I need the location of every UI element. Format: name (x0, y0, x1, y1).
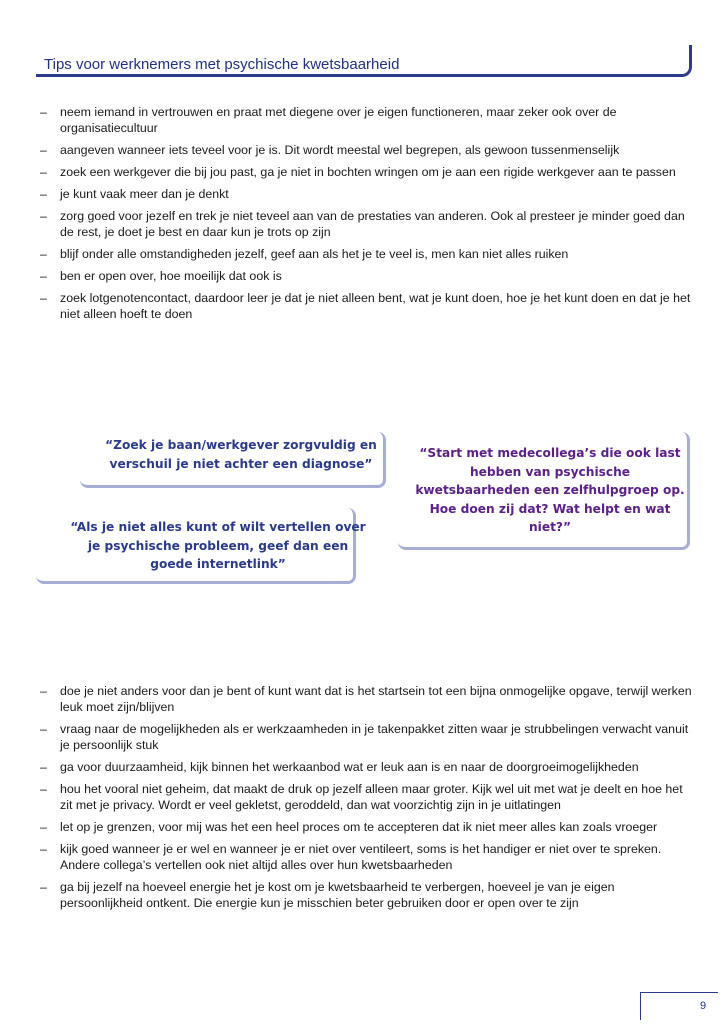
list-item: – blijf onder alle omstandigheden jezelf, geef aan als het je te veel is, men kan niet alles ruiken (40, 247, 569, 261)
dash-bullet: – (40, 143, 47, 157)
list-item: – je kunt vaak meer dan je denkt (40, 187, 229, 201)
dash-bullet: – (40, 187, 47, 201)
dash-bullet: – (40, 842, 47, 856)
list-item: – doe je niet anders voor dan je bent of kunt want dat is het startsein tot een bijna onmogelijke opgave, terwijl werken leuk moet zijn/blijven (40, 684, 692, 714)
footer-rule-vertical (640, 992, 641, 1020)
dash-bullet: – (40, 269, 47, 283)
tips-list-bottom (38, 683, 698, 917)
list-item: – vraag naar de mogelijkheden als er werkzaamheden in je takenpakket zitten waar je strubbelingen verwacht vanuit je persoonlijk stuk (40, 722, 689, 752)
list-item: – zorg goed voor jezelf en trek je niet teveel aan van de prestaties van anderen. Ook al presteer je minder goed dan de rest, je doet je best en daar kun je trots op zijn (40, 209, 685, 239)
list-item: – kijk goed wanneer je er wel en wanneer je er niet over ventileert, soms is het handiger er niet over te spreken. Andere collega’s vertellen ook niet altijd alles over hun kwetsbaarheden (40, 842, 662, 872)
tips-list-top (38, 104, 698, 328)
dash-bullet: – (40, 165, 47, 179)
dash-bullet: – (40, 820, 47, 834)
page-number: 9 (700, 1000, 707, 1012)
dash-bullet: – (40, 684, 47, 698)
list-item: – zoek lotgenotencontact, daardoor leer je dat je niet alleen bent, wat je kunt doen, hoe je het kunt doen en dat je het niet alleen hoeft te doen (40, 291, 691, 321)
list-item: – ga voor duurzaamheid, kijk binnen het werkaanbod wat er leuk aan is en naar de doorgroeimogelijkheden (40, 760, 639, 774)
list-item: – let op je grenzen, voor mij was het een heel proces om te accepteren dat ik niet meer alles kan zoals vroeger (40, 820, 658, 834)
quote-1: “Zoek je baan/werkgever zorgvuldig en verschuil je niet achter een diagnose” (105, 438, 377, 471)
dash-bullet: – (40, 782, 47, 796)
dash-bullet: – (40, 760, 47, 774)
dash-bullet: – (40, 247, 47, 261)
quote-3: “Start met medecollega’s die ook last hebben van psychische kwetsbaarheden een zelfhulpgroep op. Hoe doen zij dat? Wat helpt en wat niet?” (415, 446, 685, 534)
dash-bullet: – (40, 105, 47, 119)
list-item: – neem iemand in vertrouwen en praat met diegene over je eigen functioneren, maar zeker ook over de organisatiecultuur (40, 105, 617, 135)
list-item: – aangeven wanneer iets teveel voor je is. Dit wordt meestal wel begrepen, als gewoon tussenmenselijk (40, 143, 620, 157)
footer-rule (640, 992, 718, 993)
dash-bullet: – (40, 291, 47, 305)
page-title: Tips voor werknemers met psychische kwetsbaarheid (44, 56, 400, 73)
quote-2: “Als je niet alles kunt of wilt vertellen over je psychische probleem, geef dan een goede internetlink” (70, 520, 366, 571)
list-item: – ga bij jezelf na hoeveel energie het je kost om je kwetsbaarheid te verbergen, hoeveel je van je eigen persoonlijkheid ontkent. Die energie kun je misschien beter gebruiken door er open over te zijn (40, 880, 615, 910)
dash-bullet: – (40, 722, 47, 736)
dash-bullet: – (40, 880, 47, 894)
dash-bullet: – (40, 209, 47, 223)
list-item: – hou het vooral niet geheim, dat maakt de druk op jezelf alleen maar groter. Kijk wel uit met wat je deelt en hoe het zit met je privacy. Wordt er veel gekletst, geroddeld, dan wat voorzichtig zijn in je uitlatingen (40, 782, 683, 812)
list-item: – zoek een werkgever die bij jou past, ga je niet in bochten wringen om je aan een rigide werkgever aan te passen (40, 165, 676, 179)
list-item: – ben er open over, hoe moeilijk dat ook is (40, 269, 282, 283)
